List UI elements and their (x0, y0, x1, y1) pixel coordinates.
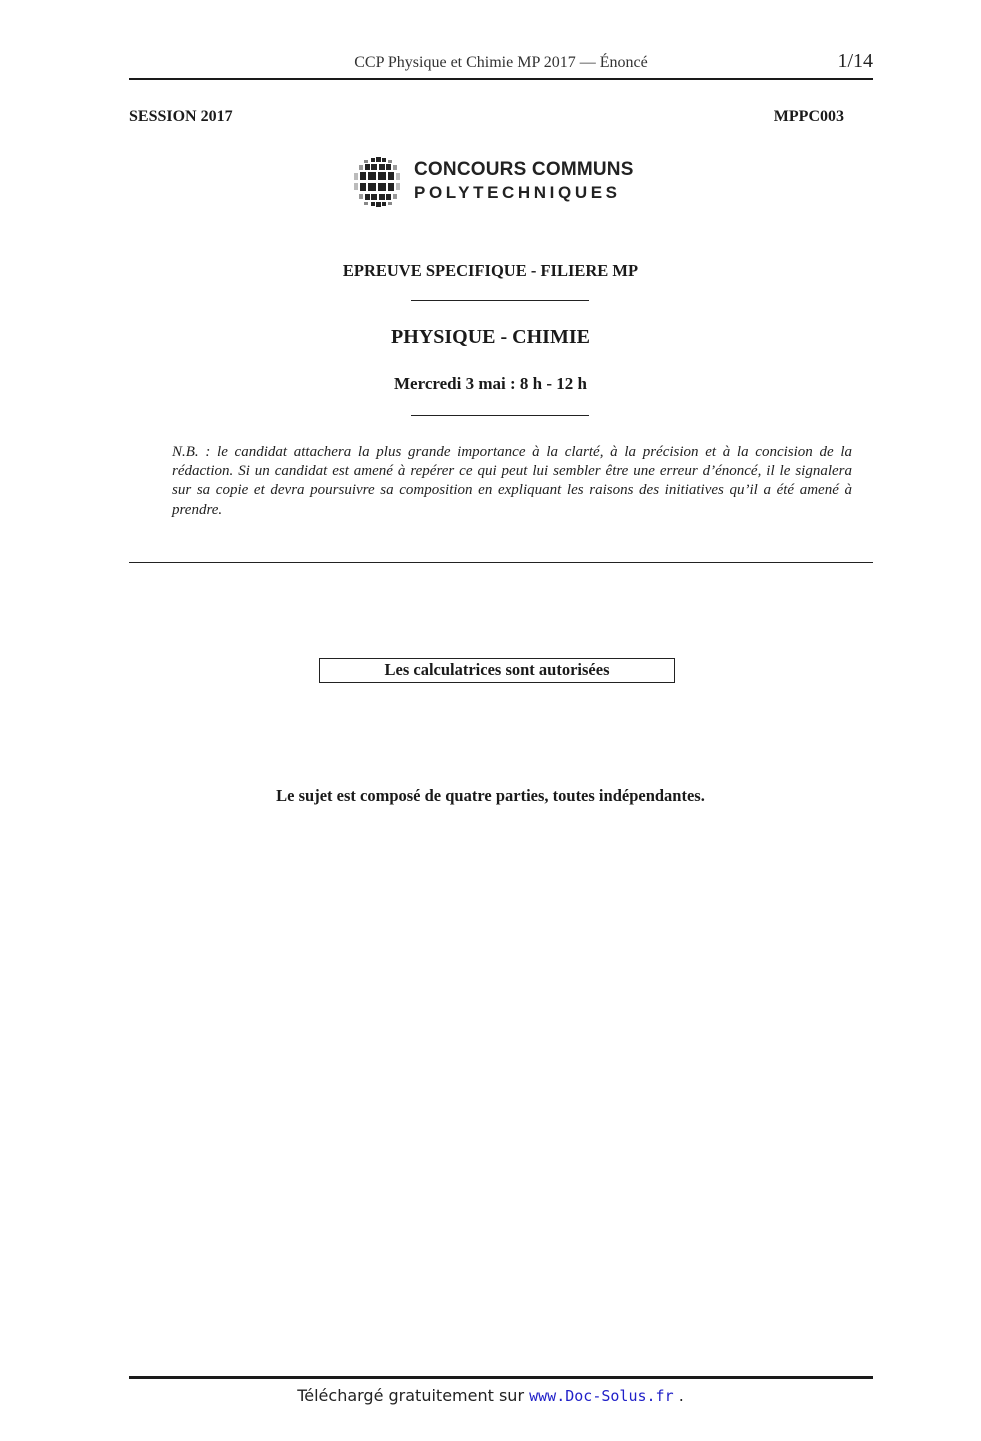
session-label: SESSION 2017 (129, 108, 233, 125)
subject-title: PHYSIQUE - CHIMIE (391, 326, 590, 348)
logo-line-1: CONCOURS COMMUNS (414, 159, 634, 180)
parts-statement: Le sujet est composé de quatre parties, toutes indépendantes. (276, 786, 705, 805)
footer-suffix: . (678, 1386, 684, 1405)
footer (0, 1386, 981, 1405)
logo-wordmark (414, 158, 634, 204)
nb-instructions: N.B. : le candidat attachera la plus grande importance à la clarté, à la précision et à la concision de la rédaction. Si un candidat est amené à repérer ce qui peut lui sembler être une erreur d’énoncé, il le signalera sur sa copie et devra poursuivre sa composition en expliquant les raisons des initiatives qu’il a été amené à prendre. (172, 444, 852, 518)
exam-date: Mercredi 3 mai : 8 h - 12 h (394, 374, 587, 393)
ccp-logo (352, 156, 652, 208)
footer-link[interactable]: www.Doc-Solus.fr (529, 1387, 674, 1405)
page-number: 1/14 (837, 50, 873, 72)
globe-logo-icon (352, 156, 404, 208)
running-header (129, 52, 873, 80)
running-title: CCP Physique et Chimie MP 2017 — Énoncé (354, 54, 648, 71)
epreuve-title: EPREUVE SPECIFIQUE - FILIERE MP (342, 261, 639, 280)
title-divider-1 (411, 300, 589, 301)
section-divider (129, 562, 873, 563)
exam-code: MPPC003 (773, 108, 844, 125)
footer-divider (129, 1376, 873, 1379)
title-divider-2 (411, 415, 589, 416)
logo-line-2: POLYTECHNIQUES (414, 183, 621, 202)
footer-text: Téléchargé gratuitement sur (297, 1386, 525, 1405)
calculators-notice: Les calculatrices sont autorisées (319, 658, 675, 683)
